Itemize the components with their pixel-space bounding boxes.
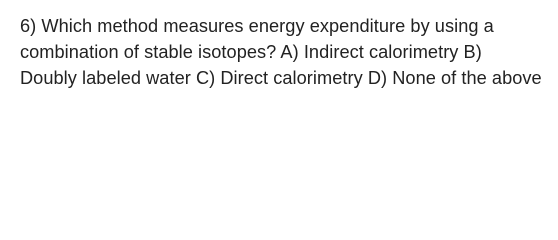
question-card: [0, 0, 558, 105]
question-text: 6) Which method measures energy expenditure by using a combination of stable isotopes? A) Indirect calorimetry B) Doubly labeled water C) Direct calorimetry D) None of the above: [20, 16, 542, 88]
